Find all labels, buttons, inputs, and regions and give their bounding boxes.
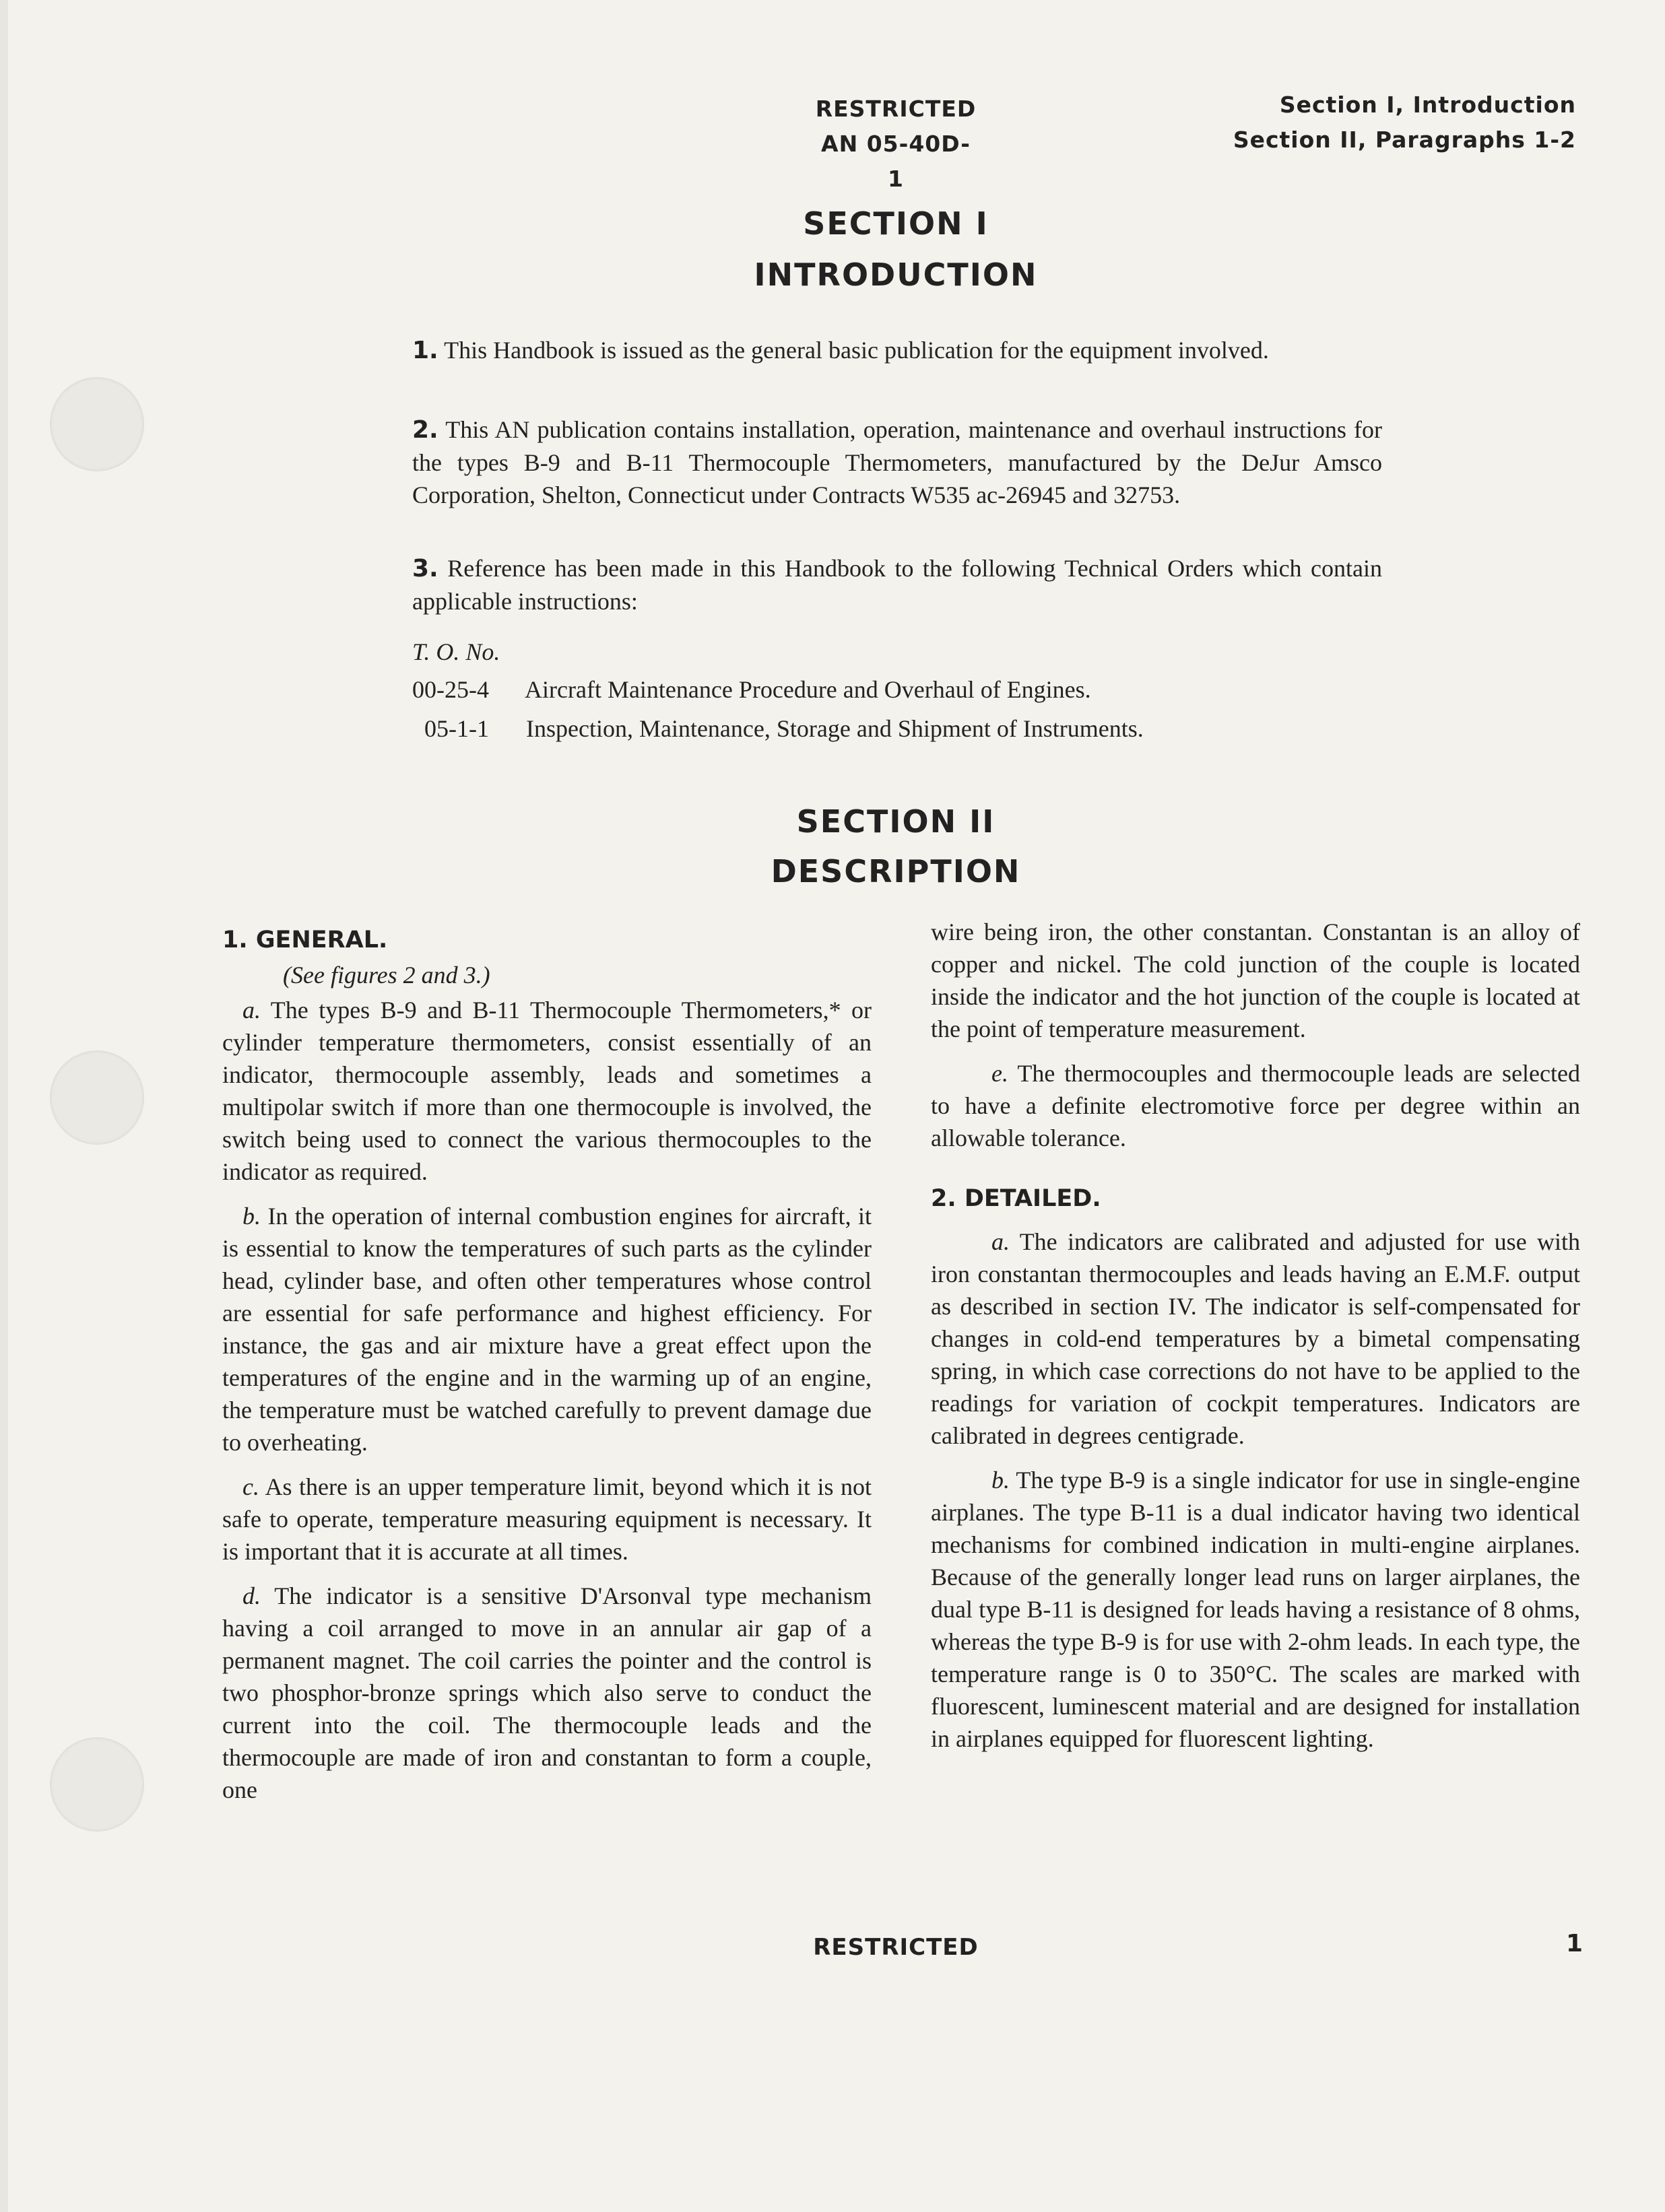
para-letter: a. <box>991 1228 1010 1255</box>
header-restricted: RESTRICTED <box>815 96 977 122</box>
para-text: The type B-9 is a single indicator for use in single-engine airplanes. The type B-11 is a dual indicator having two identical mechanisms for combined indication in multi-engine airplanes. Because of the generally longer lead runs on larger airplanes, the dual type B-11 is designed for leads having a resistance of 8 ohms, whereas the type B-9 is for use with 2-ohm leads. In each type, the temperature range is 0 to 350°C. The scales are marked with fluorescent, luminescent material and are designed for installation in airplanes equipped for fluorescent lighting. <box>931 1467 1580 1752</box>
para-text: This Handbook is issued as the general basic publication for the equipment involved. <box>444 337 1269 364</box>
general-para-a <box>222 994 872 1188</box>
binder-hole-top <box>50 377 144 471</box>
para-text: The indicator is a sensitive D'Arsonval type mechanism having a coil arranged to move in an annular air gap of a permanent magnet. The coil carries the pointer and the control is two phosphor-bronze springs which also serve to conduct the current into the coil. The thermocouple leads and the thermocouple are made of iron and constantan to form a couple, one <box>222 1582 872 1803</box>
para-text: Reference has been made in this Handbook to the following Technical Orders which contain applicable instructions: <box>412 555 1383 615</box>
left-column <box>222 923 872 1818</box>
general-para-d <box>222 1580 872 1806</box>
intro-paragraph-1 <box>412 334 1382 367</box>
page-left-edge <box>0 0 8 2212</box>
para-text: In the operation of internal combustion engines for aircraft, it is essential to know the temperatures of such parts as the cylinder head, cylinder base, and often other temperatures whose control are essential for safe performance and highest efficiency. For instance, the gas and air mixture have a great effect upon the temperatures of the engine and in the warming up of an engine, the temperature must be watched carefully to prevent damage due to overheating. <box>222 1203 872 1456</box>
para-letter: d. <box>242 1582 261 1609</box>
to-list-item <box>424 712 1435 745</box>
section1-subtitle: INTRODUCTION <box>754 257 1038 293</box>
para-text: This AN publication contains installation, operation, maintenance and overhaul instructions for the types B-9 and B-11 Thermocouple Thermometers, manufactured by the DeJur Amsco Corporation, Shelton, Connecticut under Contracts W535 ac-26945 and 32753. <box>412 416 1382 508</box>
para-letter: e. <box>991 1060 1008 1087</box>
general-para-b <box>222 1200 872 1459</box>
para-text: The types B-9 and B-11 Thermocouple Thermometers,* or cylinder temperature thermometers, consist essentially of an indicator, thermocouple assembly, leads and sometimes a multipolar switch if more than one thermocouple is involved, the switch being used to connect the various thermocouples to the indicator as required. <box>222 997 872 1185</box>
intro-paragraph-3 <box>412 552 1382 617</box>
to-number: 00-25-4 <box>412 676 489 703</box>
footer-restricted: RESTRICTED <box>813 1934 979 1961</box>
general-para-c <box>222 1471 872 1568</box>
para-text: The thermocouples and thermocouple leads are selected to have a definite electromotive force per degree within an allowable tolerance. <box>931 1060 1580 1151</box>
page-number: 1 <box>1565 1930 1583 1957</box>
binder-hole-middle <box>50 1050 144 1145</box>
general-heading: 1. GENERAL. <box>222 927 388 953</box>
para-number: 3. <box>412 555 438 582</box>
header-section-line2: Section II, Paragraphs 1-2 <box>1233 127 1576 153</box>
section2-subtitle: DESCRIPTION <box>771 853 1021 890</box>
header-right <box>1172 88 1576 158</box>
detailed-para-a <box>931 1226 1580 1452</box>
to-number-header: T. O. No. <box>412 638 500 665</box>
para-letter: b. <box>242 1203 261 1230</box>
section2-title: SECTION II <box>796 803 995 840</box>
para-letter: b. <box>991 1467 1010 1494</box>
header-section-line1: Section I, Introduction <box>1279 92 1576 118</box>
binder-hole-bottom <box>50 1737 144 1832</box>
intro-paragraph-2 <box>412 413 1382 511</box>
para-text: As there is an upper temperature limit, beyond which it is not safe to operate, temperature measuring equipment is necessary. It is important that it is accurate at all times. <box>222 1473 872 1565</box>
to-title: Aircraft Maintenance Procedure and Overhaul of Engines. <box>525 676 1091 703</box>
general-para-d-continued: wire being iron, the other constantan. Constantan is an alloy of copper and nickel. The cold junction of the couple is located inside the indicator and the hot junction of the couple is located at the point of temperature measurement. <box>931 918 1580 1042</box>
detailed-para-b <box>931 1464 1580 1755</box>
para-text: The indicators are calibrated and adjusted for use with iron constantan thermocouples and leads having an E.M.F. output as described in section IV. The indicator is self-compensated for changes in cold-end temperatures by a bimetal compensating spring, in which case corrections do not have to be applied to the readings for variation of cockpit temperatures. Indicators are calibrated in degrees centigrade. <box>931 1228 1580 1449</box>
general-para-e <box>931 1057 1580 1154</box>
header-doc-number: AN 05-40D-1 <box>821 131 971 192</box>
to-list-item <box>412 673 1423 706</box>
to-title: Inspection, Maintenance, Storage and Shipment of Instruments. <box>526 715 1144 742</box>
para-number: 2. <box>412 416 438 444</box>
detailed-heading: 2. DETAILED. <box>931 1185 1101 1212</box>
para-letter: c. <box>242 1473 259 1500</box>
header-left <box>815 92 977 197</box>
right-column <box>931 916 1580 1767</box>
para-letter: a. <box>242 997 261 1024</box>
para-number: 1. <box>412 337 438 364</box>
general-see-figures: (See figures 2 and 3.) <box>283 962 490 988</box>
to-number: 05-1-1 <box>424 715 489 742</box>
section1-title: SECTION I <box>803 205 989 242</box>
